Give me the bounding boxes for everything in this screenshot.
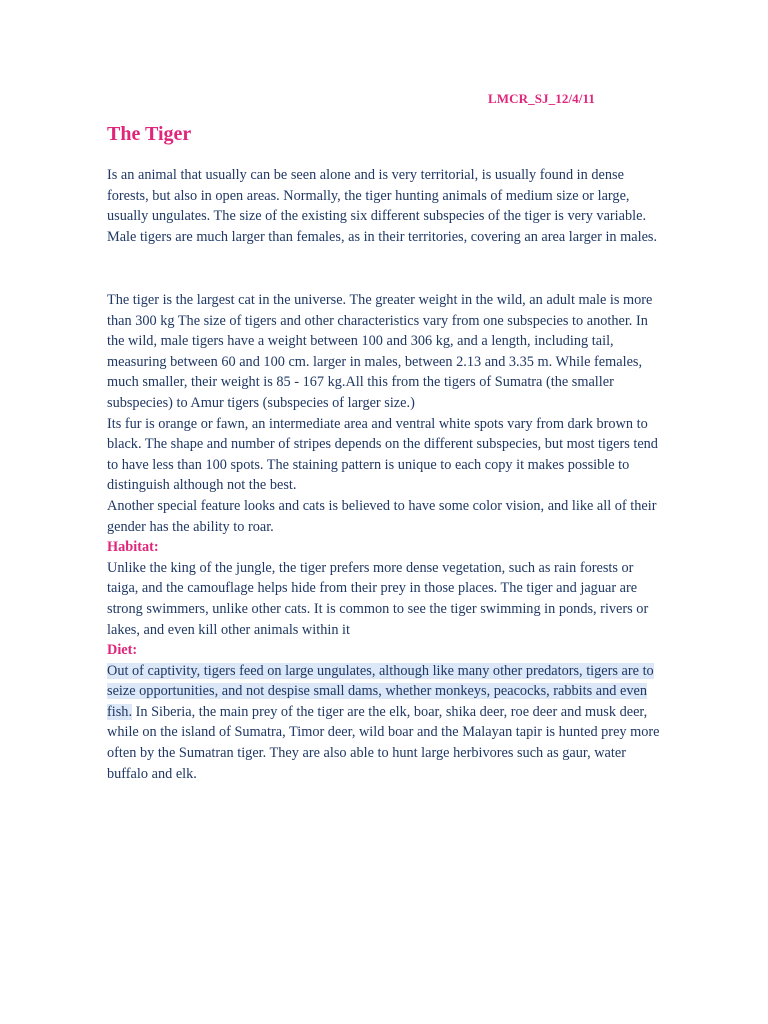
paragraph-fur: Its fur is orange or fawn, an intermediate area and ventral white spots vary from dark brown to black. The shape and number of stripes depends on the different subspecies, but most tigers tend to have less than 100 spots. The staining pattern is unique to each copy it makes possible to distinguish although not the best. — [107, 415, 658, 494]
document-title: The Tiger — [107, 123, 192, 145]
paragraph-habitat: Unlike the king of the jungle, the tiger prefers more dense vegetation, such as rain forests or taiga, and the camouflage helps hide from their prey in those places. The tiger and jaguar are strong swimmers, unlike other cats. It is common to see the tiger swimming in ponds, rivers or lakes, and even kill other animals within it — [107, 559, 649, 638]
diet-heading: Diet: — [107, 642, 138, 659]
document-code: LMCR_SJ_12/4/11 — [488, 91, 595, 106]
diet-highlighted-text[interactable]: Out of captivity, tigers feed on large ungulates, although like many other predators, tigers are to seize opportunities, and not despise small dams, whether monkeys, peacocks, rabbits and even fish. — [107, 662, 654, 720]
paragraph-size: The tiger is the largest cat in the universe. The greater weight in the wild, an adult male is more than 300 kg The size of tigers and other characteristics vary from one subspecies to another. In the wild, male tigers have a weight between 100 and 306 kg, and a length, including tail, measuring between 60 and 100 cm. larger in males, between 2.13 and 3.35 m. While females, much smaller, their weight is 85 - 167 kg.All this from the tigers of Sumatra (the smaller subspecies) to Amur tigers (subspecies of larger size.) — [107, 292, 653, 411]
intro-block — [107, 165, 667, 247]
details-block — [107, 290, 667, 784]
paragraph-diet — [107, 661, 667, 785]
habitat-heading: Habitat: — [107, 539, 159, 556]
diet-text: In Siberia, the main prey of the tiger are the elk, boar, shika deer, roe deer and musk deer, while on the island of Sumatra, Timor deer, wild boar and the Malayan tapir is hunted prey more often by the Sumatran tiger. They are also able to hunt large herbivores such as gaur, water buffalo and elk. — [107, 703, 660, 782]
paragraph-features: Another special feature looks and cats is believed to have some color vision, and like all of their gender has the ability to roar. — [107, 497, 657, 535]
paragraph-intro: Is an animal that usually can be seen alone and is very territorial, is usually found in dense forests, but also in open areas. Normally, the tiger hunting animals of medium size or large, usually ungulates. The size of the existing six different subspecies of the tiger is very variable. Male tigers are much larger than females, as in their territories, covering an area larger in males. — [107, 167, 658, 245]
